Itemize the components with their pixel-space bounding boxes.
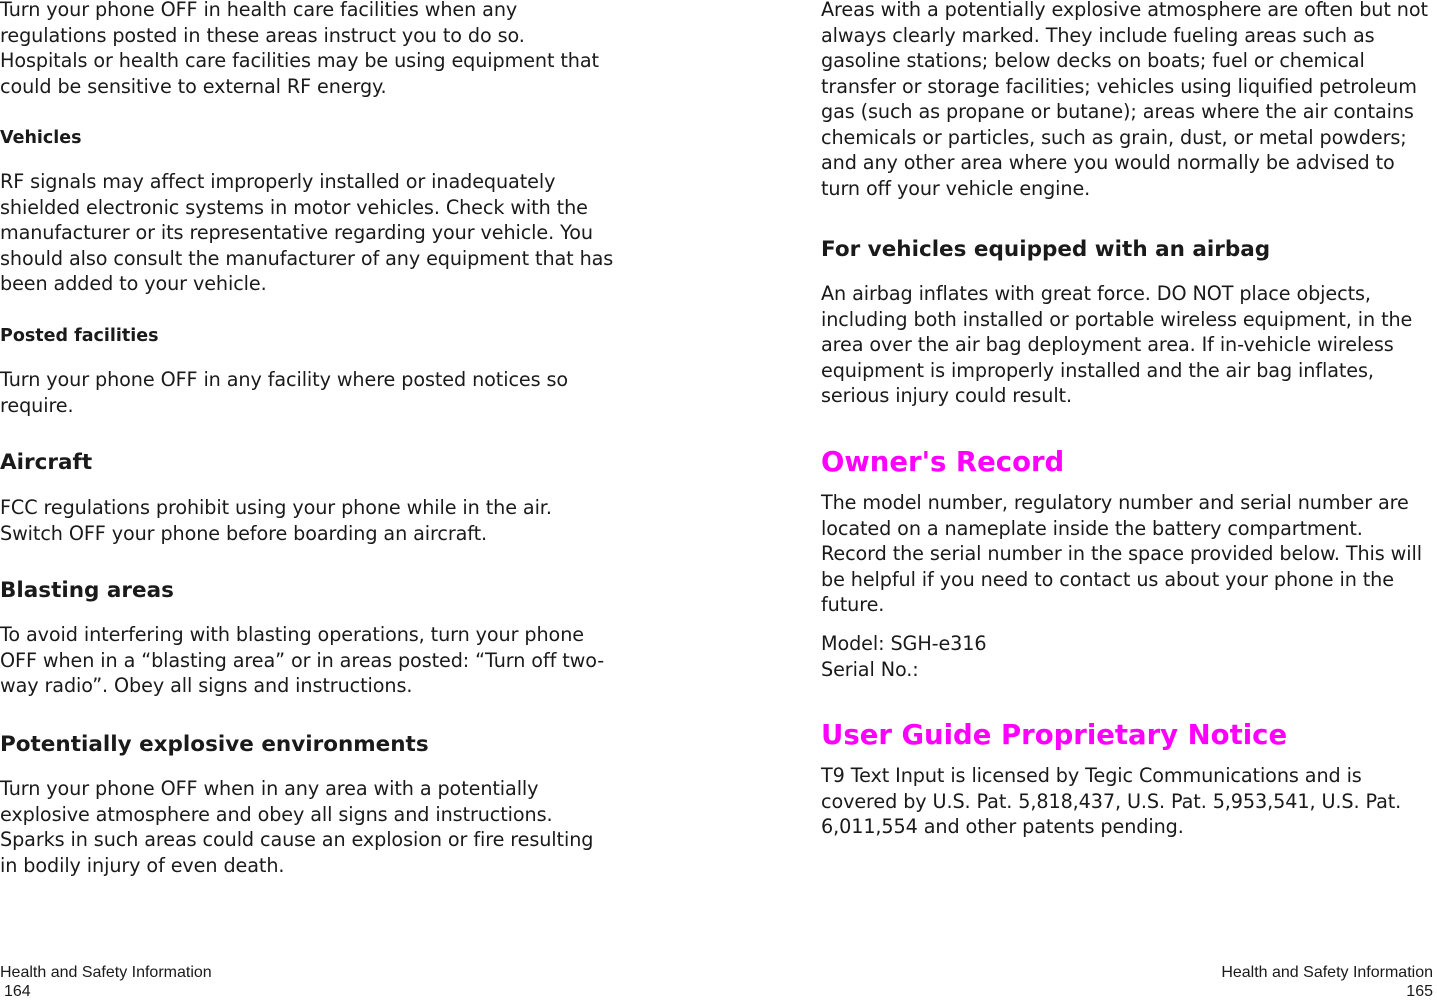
airbag-heading: For vehicles equipped with an airbag: [821, 237, 1271, 262]
left-page: [0, 0, 615, 1000]
footer-section-left: Health and Safety Information: [0, 964, 212, 981]
aircraft-heading: Aircraft: [0, 450, 93, 475]
model-number: Model: SGH-e316: [821, 632, 987, 655]
right-page: [821, 0, 1433, 1000]
page-number-left: 164: [4, 983, 31, 1000]
posted-facilities-heading: Posted facilities: [0, 326, 159, 346]
blasting-areas-paragraph: To avoid interfering with blasting operations, turn your phone OFF when in a “blasting area” or in areas posted: “Turn off two-way radio”. Obey all signs and instructions.: [0, 623, 605, 697]
footer-section-right: Health and Safety Information: [1221, 964, 1433, 981]
intro-paragraph: Turn your phone OFF in health care facilities when any regulations posted in these areas instruct you to do so. Hospitals or health care facilities may be using equipment that could be sensitive to external RF energy.: [0, 0, 599, 98]
explosive-environments-heading: Potentially explosive environments: [0, 732, 429, 757]
page-number-right: 165: [1406, 983, 1433, 1000]
owners-record-heading: Owner's Record: [821, 446, 1065, 478]
proprietary-notice-heading: User Guide Proprietary Notice: [821, 719, 1288, 751]
posted-facilities-paragraph: Turn your phone OFF in any facility where posted notices so require.: [0, 368, 569, 417]
aircraft-paragraph: FCC regulations prohibit using your phone while in the air. Switch OFF your phone before boarding an aircraft.: [0, 496, 552, 545]
proprietary-notice-paragraph: T9 Text Input is licensed by Tegic Communications and is covered by U.S. Pat. 5,818,437, U.S. Pat. 5,953,541, U.S. Pat. 6,011,554 and other patents pending.: [821, 764, 1402, 838]
explosive-continued-paragraph: Areas with a potentially explosive atmosphere are often but not always clearly marked. They include fueling areas such as gasoline stations; below decks on boats; fuel or chemical transfer or storage facilities; vehicles using liquified petroleum gas (such as propane or butane); areas where the air contains chemicals or particles, such as grain, dust, or metal powders; and any other area where you would normally be advised to turn off your vehicle engine.: [821, 0, 1428, 200]
blasting-areas-heading: Blasting areas: [0, 578, 174, 603]
explosive-environments-paragraph: Turn your phone OFF when in any area with a potentially explosive atmosphere and obey all signs and instructions. Sparks in such areas could cause an explosion or fire resulting in bodily injury of even death.: [0, 777, 594, 877]
serial-number: Serial No.:: [821, 658, 919, 681]
owners-record-paragraph: The model number, regulatory number and serial number are located on a nameplate inside the battery compartment. Record the serial number in the space provided below. This will be helpful if you need to contact us about your phone in the future.: [821, 491, 1422, 616]
vehicles-heading: Vehicles: [0, 128, 82, 148]
airbag-paragraph: An airbag inflates with great force. DO NOT place objects, including both installed or portable wireless equipment, in the area over the air bag deployment area. If in-vehicle wireless equipment is improperly installed and the air bag inflates, serious injury could result.: [821, 282, 1413, 407]
vehicles-paragraph: RF signals may affect improperly installed or inadequately shielded electronic systems in motor vehicles. Check with the manufacturer or its representative regarding your vehicle. You should also consult the manufacturer of any equipment that has been added to your vehicle.: [0, 170, 614, 295]
